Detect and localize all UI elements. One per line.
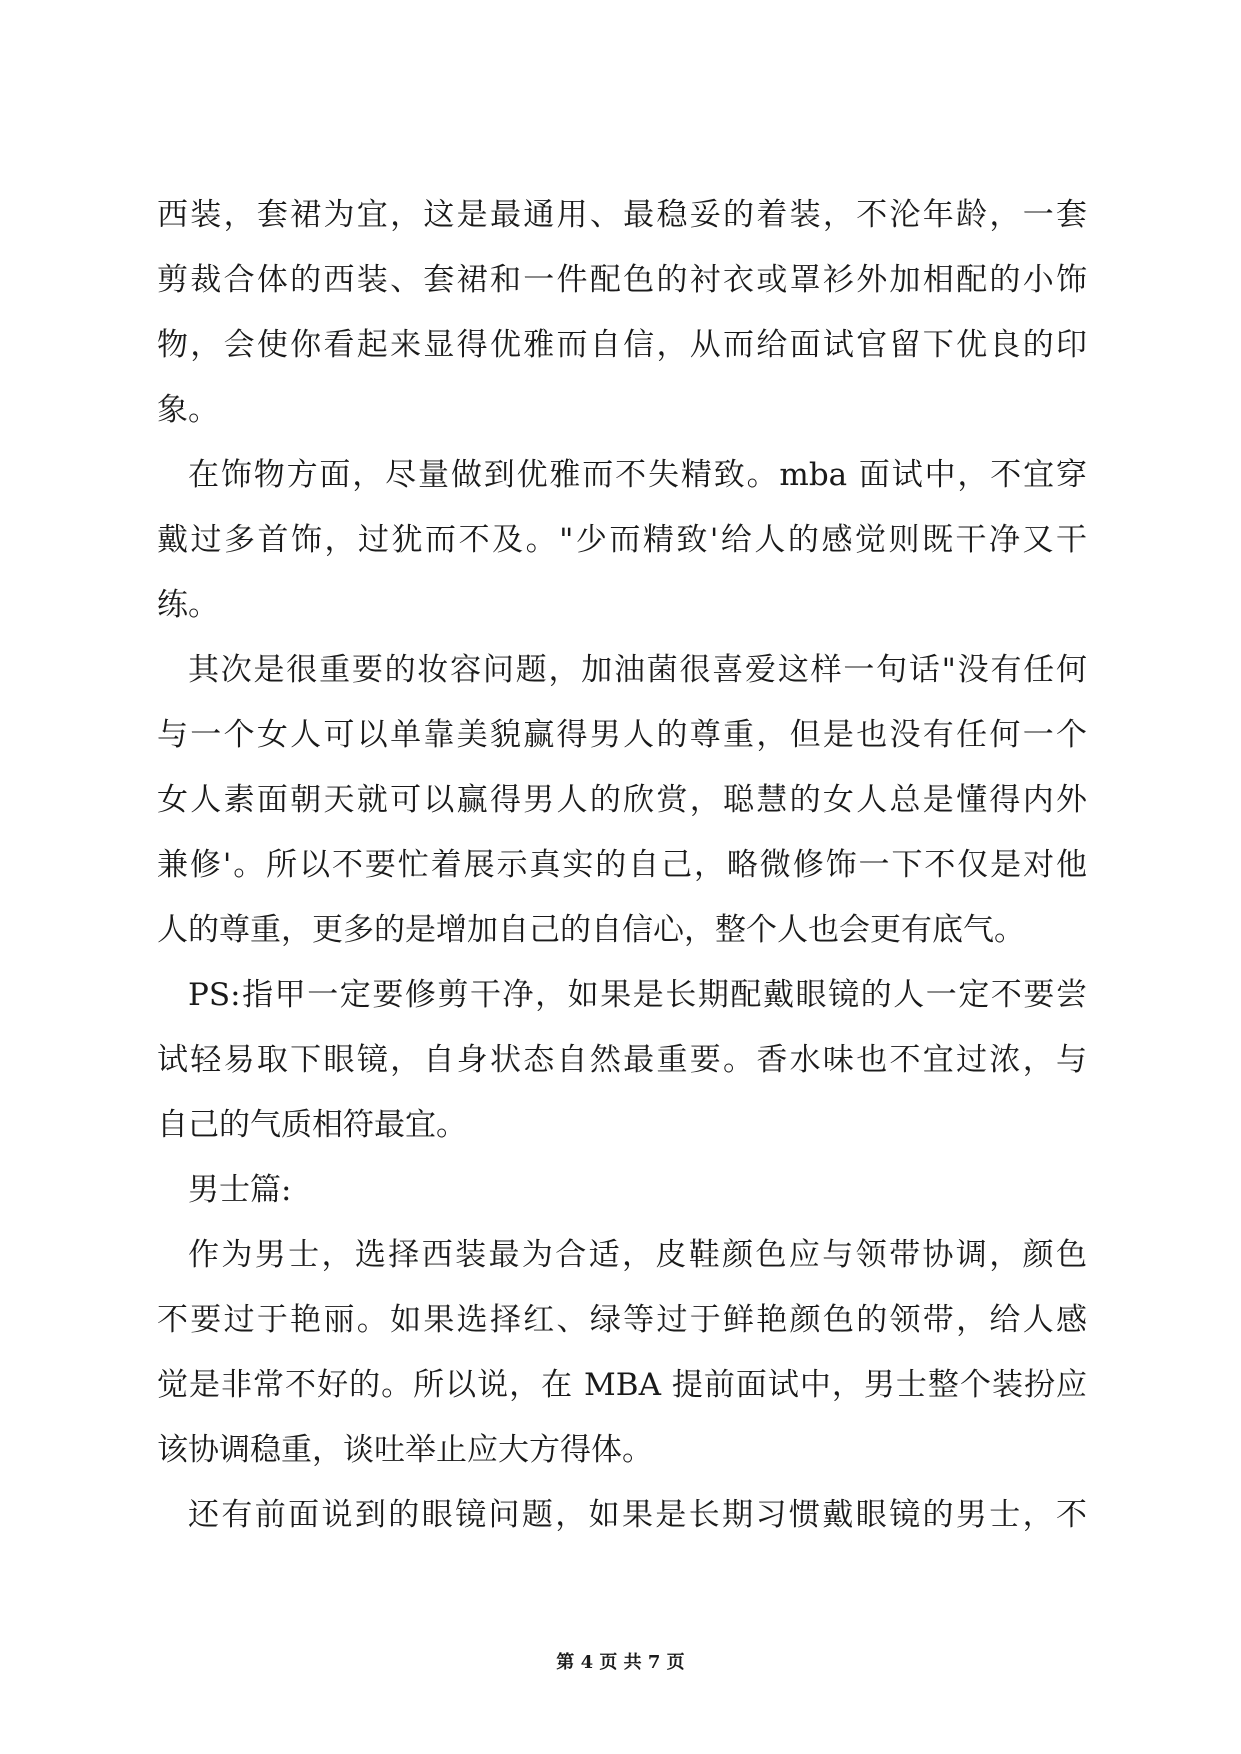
text-line: 与一个女人可以单靠美貌赢得男人的尊重，但是也没有任何一个 xyxy=(157,717,1087,753)
paragraph xyxy=(157,963,1087,1158)
text-line: 剪裁合体的西装、套裙和一件配色的衬衣或罩衫外加相配的小饰 xyxy=(157,262,1087,298)
text-line: 该协调稳重，谈吐举止应大方得体。 xyxy=(157,1432,653,1468)
text-line: 试轻易取下眼镜，自身状态自然最重要。香水味也不宜过浓，与 xyxy=(157,1042,1087,1078)
text-line: 女人素面朝天就可以赢得男人的欣赏，聪慧的女人总是懂得内外 xyxy=(157,782,1087,818)
text-line: 还有前面说到的眼镜问题，如果是长期习惯戴眼镜的男士，不 xyxy=(188,1497,1087,1533)
paragraph xyxy=(157,1223,1087,1483)
text-line: 不要过于艳丽。如果选择红、绿等过于鲜艳颜色的领带，给人感 xyxy=(157,1302,1087,1338)
text-line: PS:指甲一定要修剪干净，如果是长期配戴眼镜的人一定不要尝 xyxy=(188,977,1087,1013)
text-line: 其次是很重要的妆容问题，加油菌很喜爱这样一句话"没有任何 xyxy=(188,652,1087,688)
text-line: 男士篇: xyxy=(188,1172,292,1208)
text-line: 兼修'。所以不要忙着展示真实的自己，略微修饰一下不仅是对他 xyxy=(157,847,1087,883)
paragraph xyxy=(157,1483,1087,1548)
text-line: 练。 xyxy=(157,587,219,623)
text-line: 西装，套裙为宜，这是最通用、最稳妥的着装，不沦年龄，一套 xyxy=(157,197,1087,233)
document-body xyxy=(157,183,1087,1548)
paragraph xyxy=(157,183,1087,443)
text-line: 觉是非常不好的。所以说，在 MBA 提前面试中，男士整个装扮应 xyxy=(157,1367,1087,1403)
text-line: 在饰物方面，尽量做到优雅而不失精致。mba 面试中，不宜穿 xyxy=(188,457,1087,493)
paragraph xyxy=(157,638,1087,963)
text-line: 象。 xyxy=(157,392,219,428)
text-line: 作为男士，选择西装最为合适，皮鞋颜色应与领带协调，颜色 xyxy=(188,1237,1087,1273)
text-line: 戴过多首饰，过犹而不及。"少而精致'给人的感觉则既干净又干 xyxy=(157,522,1087,558)
text-line: 人的尊重，更多的是增加自己的自信心，整个人也会更有底气。 xyxy=(157,912,1025,948)
text-line: 自己的气质相符最宜。 xyxy=(157,1107,467,1143)
text-line: 物，会使你看起来显得优雅而自信，从而给面试官留下优良的印 xyxy=(157,327,1087,363)
paragraph xyxy=(157,443,1087,638)
page-number-footer: 第 4 页 共 7 页 xyxy=(556,1652,685,1673)
section-heading xyxy=(157,1158,1087,1223)
